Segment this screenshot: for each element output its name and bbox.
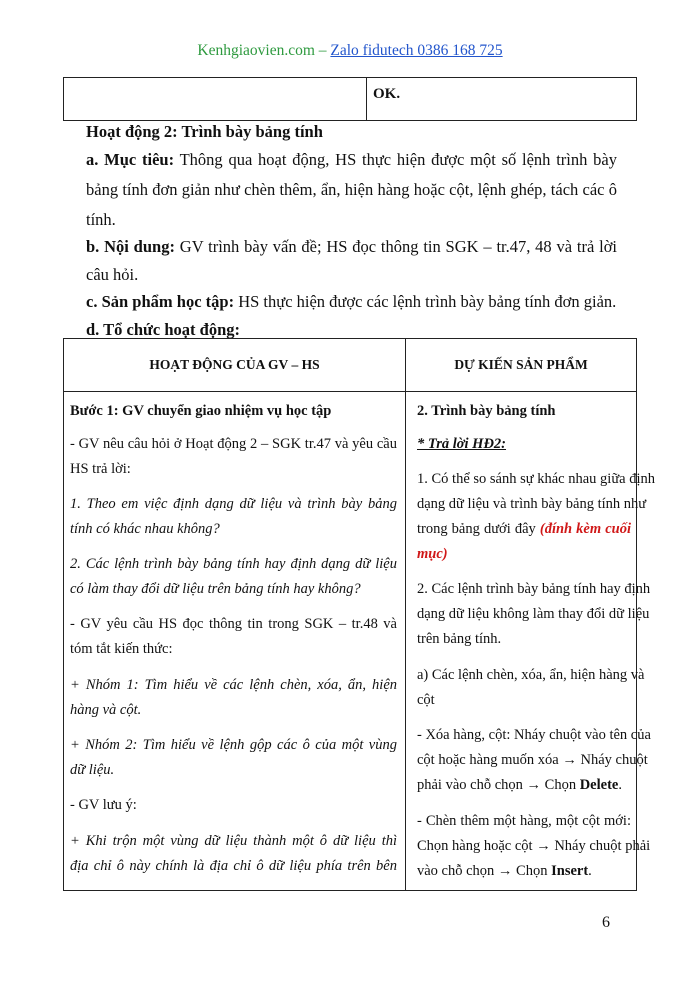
group-2-line-1: + Nhóm 2: Tìm hiểu về lệnh gộp các ô của một vùng [70,737,397,753]
top-table [63,77,637,121]
table-header-divider [64,391,636,392]
answer-label: * Trả lời HĐ2: [417,436,507,452]
left-para-1-line-1: - GV nêu câu hỏi ở Hoạt động 2 – SGK tr.47 và yêu cầu [70,436,397,452]
delete-line-3: phải vào chỗ chọn → Chọn Delete. [417,777,622,793]
delete-command: Delete [579,777,619,793]
product-text: HS thực hiện được các lệnh trình bày bảng tính đơn giản. [234,292,617,311]
group-1-line-1: + Nhóm 1: Tìm hiểu về các lệnh chèn, xóa, ẩn, hiện [70,677,397,693]
content-text-1: GV trình bày vấn đề; HS đọc thông tin SGK – tr.47, 48 và trả lời [174,237,618,256]
answer-1-line-4: mục) [417,546,448,562]
objective-text-1: Thông qua hoạt động, HS thực hiện được một số lệnh trình bày [174,150,617,169]
step1-heading: Bước 1: GV chuyển giao nhiệm vụ học tập [70,403,332,419]
question-2-line-2: có làm thay đổi dữ liệu trên bảng tính hay không? [70,581,361,597]
insert-line-2: Chọn hàng hoặc cột → Nháy chuột phải [417,838,651,854]
right-heading: 2. Trình bày bảng tính [417,403,556,419]
delete-line-1: - Xóa hàng, cột: Nháy chuột vào tên của [417,727,651,743]
answer-2-line-1: 2. Các lệnh trình bày bảng tính hay định [417,581,651,597]
question-1-line-1: 1. Theo em việc định dạng dữ liệu và trình bày bảng [70,496,397,512]
activity-table [63,338,656,891]
note-1-line-2: địa chỉ ô này chính là địa chỉ ô dữ liệu phía trên bên [70,858,397,874]
header-site[interactable]: Kenhgiaovien.com [197,42,315,59]
organization-label: d. Tổ chức hoạt động: [86,320,241,339]
objective-line-2: bảng tính đơn giản như chèn thêm, ẩn, hiện hàng hoặc cột, lệnh ghép, tách các ô [86,180,617,199]
left-para-2-line-2: tóm tắt kiến thức: [70,641,173,657]
objective-line-3: tính. [86,210,116,229]
insert-command: Insert [551,863,589,879]
table-column-divider [405,339,406,890]
answer-1-line-1: 1. Có thể so sánh sự khác nhau giữa định [417,471,656,487]
objective-line-1 [86,150,617,170]
product-line [86,292,616,312]
answer-1-line-2: dạng dữ liệu và trình bày bảng tính như [417,496,647,512]
table-header-right: DỰ KIẾN SẢN PHẨM [454,357,588,372]
content-line-2: câu hỏi. [86,265,139,284]
question-2-line-1: 2. Các lệnh trình bày bảng tính hay định dạng dữ liệu [70,556,397,572]
left-para-2-line-1: - GV yêu cầu HS đọc thông tin trong SGK – tr.48 và [70,616,397,632]
top-table-left-cell [64,78,367,120]
section-a-line-1: a) Các lệnh chèn, xóa, ẩn, hiện hàng và [417,667,645,683]
teacher-note-label: - GV lưu ý: [70,797,137,813]
header-zalo-link[interactable]: Zalo fidutech 0386 168 725 [330,42,503,59]
answer-2-line-3: trên bảng tính. [417,631,502,647]
product-label: c. Sản phẩm học tập: [86,292,235,311]
group-1-line-2: hàng và cột. [70,702,142,718]
answer-1-line-3: trong bảng dưới đây (đính kèm cuối [417,521,631,537]
content-label: b. Nội dung: [86,237,175,256]
note-1-line-1: + Khi trộn một vùng dữ liệu thành một ô dữ liệu thì [70,833,397,849]
header-separator: – [314,42,331,59]
attachment-note: (đính kèm cuối [539,521,631,537]
delete-line-2: cột hoặc hàng muốn xóa → Nháy chuột [417,752,648,768]
page-number: 6 [602,914,610,931]
group-2-line-2: dữ liệu. [70,762,115,778]
top-table-right-cell: OK. [373,86,401,102]
content-line-1 [86,237,617,257]
section-a-line-2: cột [417,692,435,708]
left-para-1-line-2: HS trả lời: [70,461,131,477]
insert-line-3: vào chỗ chọn → Chọn Insert. [417,863,592,879]
insert-line-1: - Chèn thêm một hàng, một cột mới: [417,813,631,829]
answer-2-line-2: dạng dữ liệu không làm thay đổi dữ liệu [417,606,650,622]
page-header [0,42,700,60]
activity-title: Hoạt động 2: Trình bày bảng tính [86,122,323,141]
table-header-left: HOẠT ĐỘNG CỦA GV – HS [149,357,320,372]
question-1-line-2: tính có khác nhau không? [70,521,220,537]
objective-label: a. Mục tiêu: [86,150,175,169]
